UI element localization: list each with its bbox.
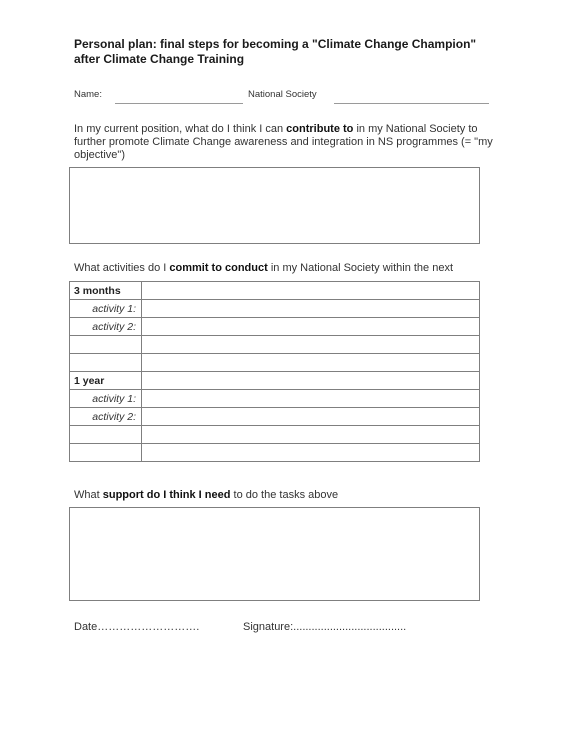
question-activities-text: What activities do I (74, 262, 170, 274)
question-activities (74, 262, 494, 275)
table-row (70, 426, 480, 444)
activity-entry-cell[interactable] (142, 354, 480, 372)
national-society-label: National Society (248, 89, 317, 100)
question-support (74, 489, 494, 502)
question-support-emphasis: support do I think I need (102, 489, 231, 501)
activity-entry-cell[interactable] (142, 408, 480, 426)
document-title (74, 37, 514, 67)
table-row (70, 282, 480, 300)
row-label-cell (70, 354, 142, 372)
activity-entry-cell[interactable] (142, 336, 480, 354)
question-activities-text-end: in my National Society within the next (267, 262, 454, 274)
question-contribute-text-end: in my National Society to further promote Climate Change awareness and integration in NS programmes (= "my objective") (74, 123, 493, 161)
objective-answer-box[interactable] (69, 167, 480, 244)
row-label-cell: activity 1: (70, 300, 142, 318)
support-answer-box[interactable] (69, 507, 480, 601)
table-row (70, 390, 480, 408)
activity-entry-cell[interactable] (142, 300, 480, 318)
title-line-1: Personal plan: final steps for becoming a "Climate Change Champion" (74, 37, 477, 51)
row-label-cell (70, 336, 142, 354)
row-label-cell (70, 444, 142, 462)
table-row (70, 444, 480, 462)
question-contribute-emphasis: contribute to (286, 123, 354, 135)
row-label-cell: activity 2: (70, 318, 142, 336)
period-label: 3 months (70, 282, 142, 300)
activity-entry-cell[interactable] (142, 426, 480, 444)
period-label: 1 year (70, 372, 142, 390)
activity-entry-cell[interactable] (142, 282, 480, 300)
signature-field[interactable]: Signature:..................................... (243, 621, 407, 633)
title-line-2: after Climate Change Training (74, 52, 245, 66)
table-row (70, 354, 480, 372)
date-field[interactable]: Date………………………. (74, 621, 200, 633)
question-activities-emphasis: commit to conduct (169, 262, 268, 274)
question-support-text-end: to do the tasks above (230, 489, 339, 501)
question-contribute (74, 123, 494, 162)
row-label-cell (70, 426, 142, 444)
name-field[interactable] (115, 103, 243, 104)
table-row (70, 408, 480, 426)
table-row (70, 372, 480, 390)
question-contribute-text: In my current position, what do I think I can (74, 123, 287, 135)
national-society-field[interactable] (334, 103, 489, 104)
activity-entry-cell[interactable] (142, 318, 480, 336)
activity-entry-cell[interactable] (142, 390, 480, 408)
activity-entry-cell[interactable] (142, 372, 480, 390)
question-support-text: What (74, 489, 103, 501)
name-label: Name: (74, 89, 102, 100)
table-row (70, 300, 480, 318)
row-label-cell: activity 2: (70, 408, 142, 426)
row-label-cell: activity 1: (70, 390, 142, 408)
table-row (70, 336, 480, 354)
activity-entry-cell[interactable] (142, 444, 480, 462)
activities-table (69, 281, 480, 462)
table-row (70, 318, 480, 336)
